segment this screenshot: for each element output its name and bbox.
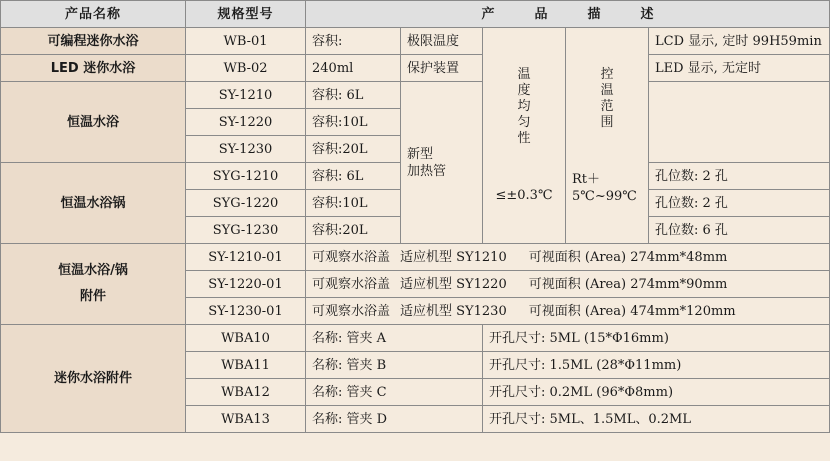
table-row (1, 82, 830, 109)
model-code: WBA12 (186, 379, 306, 406)
hole-size: 开孔尺寸: 5ML (15*Φ16mm) (483, 325, 830, 352)
hole-size: 开孔尺寸: 1.5ML (28*Φ11mm) (483, 352, 830, 379)
model-code: SYG-1220 (186, 190, 306, 217)
volume-value: 240ml (306, 55, 401, 82)
uniformity-value: ≤±0.3℃ (495, 188, 553, 203)
product-name: 可编程迷你水浴 (1, 28, 186, 55)
model-code: WBA13 (186, 406, 306, 433)
header-description: 产 品 描 述 (306, 1, 830, 28)
header-row (1, 1, 830, 28)
model-code: WBA10 (186, 325, 306, 352)
display-info: LED 显示, 无定时 (649, 55, 830, 82)
control-range-value-1: Rt＋ (572, 171, 601, 187)
volume-value: 容积:20L (306, 136, 401, 163)
model-code: SY-1210 (186, 82, 306, 109)
product-name: 恒温水浴/锅 附件 (1, 244, 186, 325)
product-name: 迷你水浴附件 (1, 325, 186, 433)
volume-value: 容积:10L (306, 190, 401, 217)
product-name: 恒温水浴 (1, 82, 186, 163)
model-code: SY-1220-01 (186, 271, 306, 298)
heater-line-2: 加热管 (407, 163, 447, 179)
control-range-value-2: 5℃~99℃ (572, 188, 637, 204)
hole-count: 孔位数: 6 孔 (649, 217, 830, 244)
uniformity-cell (483, 28, 566, 244)
volume-value: 容积: 6L (306, 163, 401, 190)
clamp-name: 名称: 管夹 B (306, 352, 483, 379)
model-code: SY-1230-01 (186, 298, 306, 325)
hole-count: 孔位数: 2 孔 (649, 163, 830, 190)
model-code: SY-1230 (186, 136, 306, 163)
limit-temp-label: 极限温度 (401, 28, 483, 55)
accessory-desc: 可观察水浴盖 适应机型 SY1210 可视面积 (Area) 274mm*48mm (306, 244, 830, 271)
model-code: WBA11 (186, 352, 306, 379)
model-code: WB-02 (186, 55, 306, 82)
clamp-name: 名称: 管夹 A (306, 325, 483, 352)
model-code: SY-1210-01 (186, 244, 306, 271)
hole-size: 开孔尺寸: 0.2ML (96*Φ8mm) (483, 379, 830, 406)
header-product-name: 产品名称 (1, 1, 186, 28)
control-range-label: 控温范围 (600, 66, 614, 130)
header-model: 规格型号 (186, 1, 306, 28)
protect-device-label: 保护装置 (401, 55, 483, 82)
model-code: WB-01 (186, 28, 306, 55)
empty-cell (649, 82, 830, 163)
heater-line-1: 新型 (407, 146, 434, 162)
table-row (1, 55, 830, 82)
product-name: LED 迷你水浴 (1, 55, 186, 82)
product-name: 恒温水浴锅 (1, 163, 186, 244)
table-row (1, 244, 830, 271)
model-code: SYG-1230 (186, 217, 306, 244)
uniformity-label: 温度均匀性 (517, 67, 531, 146)
hole-size: 开孔尺寸: 5ML、1.5ML、0.2ML (483, 406, 830, 433)
table-row (1, 325, 830, 352)
display-info: LCD 显示, 定时 99H59min (649, 28, 830, 55)
clamp-name: 名称: 管夹 D (306, 406, 483, 433)
volume-value: 容积:10L (306, 109, 401, 136)
model-code: SYG-1210 (186, 163, 306, 190)
volume-label: 容积: (306, 28, 401, 55)
control-range-cell (566, 28, 649, 244)
hole-count: 孔位数: 2 孔 (649, 190, 830, 217)
volume-value: 容积: 6L (306, 82, 401, 109)
clamp-name: 名称: 管夹 C (306, 379, 483, 406)
volume-value: 容积:20L (306, 217, 401, 244)
heater-cell (401, 82, 483, 244)
accessory-desc: 可观察水浴盖 适应机型 SY1220 可视面积 (Area) 274mm*90mm (306, 271, 830, 298)
table-row (1, 28, 830, 55)
accessory-desc: 可观察水浴盖 适应机型 SY1230 可视面积 (Area) 474mm*120mm (306, 298, 830, 325)
model-code: SY-1220 (186, 109, 306, 136)
